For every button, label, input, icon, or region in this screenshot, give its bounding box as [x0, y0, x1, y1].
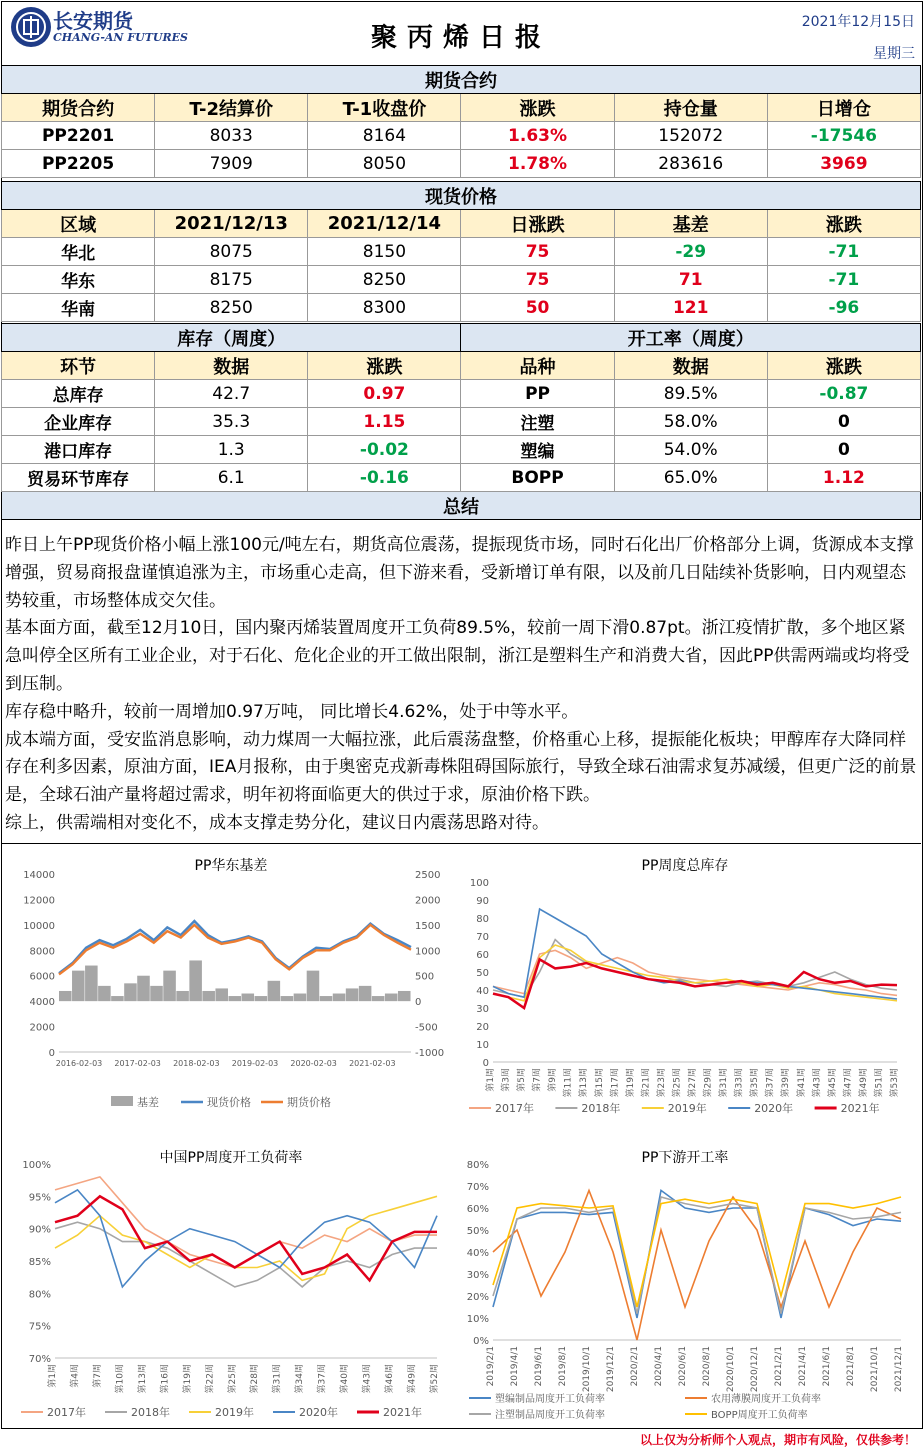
x-tick-label: 2016-02-03	[55, 1059, 103, 1068]
value-cell: 8175	[155, 266, 308, 294]
y-tick-label: 14000	[23, 870, 55, 881]
value-cell: 8250	[155, 294, 308, 322]
x-tick-label: 2020/4/1	[654, 1346, 664, 1387]
basis-bar	[111, 996, 124, 1001]
value-cell: 283616	[614, 150, 767, 178]
basis-bar	[215, 988, 228, 1001]
y-tick-label: 80	[476, 914, 489, 925]
series-line-期货价格	[59, 925, 411, 975]
y2-tick-label: -1000	[415, 1048, 445, 1059]
summary-paragraph: 基本面方面，截至12月10日，国内聚丙烯装置周度开工负荷89.5%，较前一周下滑0.87pt。浙江疫情扩散，多个地区紧急叫停全区所有工业企业，对于石化、危化企业的开工做出限制，浙江是塑料生产和消费大省，因此PP供需两端或均将受到压制。	[5, 618, 910, 694]
table-row	[2, 436, 921, 464]
table-row	[2, 464, 921, 492]
x-tick-label: 2021/8/1	[846, 1346, 856, 1387]
value-cell: 8075	[155, 238, 308, 266]
legend-label: 2018年	[581, 1102, 621, 1115]
y-tick-label: 60	[476, 950, 489, 961]
x-tick-label: 第47周	[843, 1068, 854, 1098]
x-tick-label: 第22周	[205, 1364, 216, 1394]
x-tick-label: 第10周	[115, 1364, 126, 1394]
y-tick-label: 50	[476, 968, 489, 979]
x-tick-label: 第43周	[362, 1364, 373, 1394]
change-cell: 0.97	[308, 380, 461, 408]
change-cell: 3969	[767, 150, 920, 178]
legend-label: 2019年	[215, 1406, 254, 1419]
y-tick-label: 50%	[466, 1226, 489, 1237]
table-row	[2, 266, 921, 294]
change-cell: -0.02	[308, 436, 461, 464]
change-cell: 1.78%	[461, 150, 614, 178]
y-tick-label: 75%	[28, 1321, 51, 1333]
legend-label: 2021年	[383, 1406, 422, 1419]
table-row	[2, 380, 921, 408]
y-tick-label: 2000	[29, 1022, 55, 1034]
product-cell: 注塑	[461, 408, 614, 436]
y-tick-label: 100%	[22, 1160, 51, 1171]
y-tick-label: 85%	[28, 1257, 51, 1268]
basis-bar	[176, 991, 189, 1001]
basis-bar	[398, 991, 411, 1001]
value-cell: 6.1	[155, 464, 308, 492]
y-tick-label: 30%	[466, 1270, 489, 1281]
change-cell: -71	[767, 238, 920, 266]
y2-tick-label: 1500	[415, 920, 441, 932]
basis-bar	[281, 996, 294, 1001]
series-line-注塑制品周度开工负荷率	[493, 1197, 901, 1314]
y2-tick-label: 500	[415, 971, 435, 983]
y2-tick-label: 2000	[415, 895, 441, 907]
inventory-section-title: 库存（周度）	[2, 324, 461, 352]
futures-header-row	[2, 94, 921, 122]
chart-title: PP周度总库存	[641, 858, 729, 874]
x-tick-label: 2020/10/1	[726, 1346, 736, 1393]
basis-bar	[189, 960, 202, 1001]
region-cell: 华南	[2, 294, 155, 322]
x-tick-label: 2019-02-03	[231, 1059, 279, 1068]
basis-bar	[372, 996, 385, 1001]
x-tick-label: 第25周	[227, 1364, 238, 1394]
y-tick-label: 70	[476, 932, 489, 943]
downstream-rate-chart	[459, 1144, 911, 1424]
x-tick-label: 第4周	[70, 1364, 81, 1388]
basis-bar	[202, 991, 215, 1001]
x-tick-label: 第1周	[48, 1364, 58, 1388]
column-header: 数据	[614, 352, 767, 380]
spot-table	[1, 181, 921, 322]
x-tick-label: 第49周	[858, 1068, 869, 1098]
summary-paragraph: 成本端方面，受安监消息影响，动力煤周一大幅拉涨，此后震荡盘整，价格重心上移，提振能化板块；甲醇库存大降同样存在利多因素，原油方面，IEA月报称，由于奥密克戎新毒株阻碍国际旅行，导致全球石油需求复苏减缓，但更广泛的前景是，全球石油产量将超过需求，明年初将面临更大的供过于求，原油价格下跌。	[5, 729, 917, 806]
basis-bar	[85, 966, 98, 1002]
table-row	[2, 122, 921, 150]
basis-bar	[294, 994, 307, 1002]
change-cell: 0	[767, 436, 920, 464]
chart-title: PP下游开工率	[641, 1150, 729, 1166]
y-tick-label: 10%	[466, 1314, 489, 1325]
basis-bar	[346, 988, 359, 1001]
basis-bar	[124, 983, 137, 1001]
chart-title: PP华东基差	[194, 858, 268, 874]
column-header: 持仓量	[614, 94, 767, 122]
segment-cell: 企业库存	[2, 408, 155, 436]
contract-cell: PP2205	[2, 150, 155, 178]
segment-cell: 贸易环节库存	[2, 464, 155, 492]
y-tick-label: 30	[476, 1004, 489, 1015]
summary-section-title: 总结	[2, 492, 921, 520]
x-tick-label: 第31周	[272, 1364, 283, 1394]
x-tick-label: 第7周	[92, 1364, 103, 1388]
x-tick-label: 2020/12/1	[750, 1346, 760, 1393]
change-cell: 1.15	[308, 408, 461, 436]
value-cell: 1.3	[155, 436, 308, 464]
column-header: 区域	[2, 210, 155, 238]
value-cell: 8250	[308, 266, 461, 294]
y-tick-label: 40%	[466, 1248, 489, 1259]
change-cell: 75	[461, 238, 614, 266]
legend-label: 基差	[137, 1096, 159, 1109]
basis-bar	[228, 996, 241, 1001]
x-tick-label: 2021/10/1	[870, 1346, 880, 1393]
x-tick-label: 第21周	[641, 1068, 652, 1098]
column-header: T-2结算价	[155, 94, 308, 122]
inventory-chart	[459, 852, 911, 1122]
region-cell: 华北	[2, 238, 155, 266]
change-cell: 0	[767, 408, 920, 436]
x-tick-label: 2018-02-03	[173, 1059, 220, 1068]
column-header: 品种	[461, 352, 614, 380]
x-tick-label: 第37周	[765, 1068, 776, 1098]
basis-bar	[333, 994, 346, 1002]
x-tick-label: 2021/6/1	[822, 1346, 832, 1387]
chart-title: 中国PP周度开工负荷率	[159, 1150, 303, 1166]
basis-bar	[59, 991, 72, 1001]
legend-label: 2017年	[495, 1102, 534, 1115]
basis-cell: 71	[614, 266, 767, 294]
y-tick-label: 10000	[23, 920, 55, 932]
y-tick-label: 20	[476, 1022, 489, 1033]
value-cell: 8150	[308, 238, 461, 266]
legend-label: 2020年	[754, 1102, 794, 1115]
region-cell: 华东	[2, 266, 155, 294]
x-tick-label: 2019/10/1	[582, 1346, 592, 1393]
y-tick-label: 40	[476, 986, 489, 997]
x-tick-label: 2020/2/1	[630, 1346, 640, 1387]
series-line-2019年	[55, 1196, 437, 1280]
x-tick-label: 第43周	[812, 1068, 823, 1098]
report-date: 2021年12月15日	[801, 14, 915, 30]
company-name-en: CHANG-AN FUTURES	[53, 31, 188, 44]
basis-bar	[320, 996, 333, 1001]
x-tick-label: 第13周	[137, 1364, 148, 1394]
y-tick-label: 0	[48, 1048, 55, 1059]
y-tick-label: 8000	[29, 946, 55, 958]
summary-paragraph: 昨日上午PP现货价格小幅上涨100元/吨左右，期货高位震荡，提振现货市场，同时石化出厂价格部分上调，货源成本支撑增强，贸易商报盘谨慎追涨为主，市场重心走高，但下游来看，受新增订单有限，以及前几日陆续补货影响，日内观望态势较重，市场整体成交欠佳。	[5, 535, 914, 611]
summary-text	[1, 532, 921, 838]
table-row	[2, 408, 921, 436]
x-tick-label: 第41周	[796, 1068, 807, 1098]
x-tick-label: 第17周	[610, 1068, 621, 1098]
segment-cell: 港口库存	[2, 436, 155, 464]
y-tick-label: 12000	[23, 895, 55, 907]
x-tick-label: 2019/4/1	[510, 1346, 520, 1387]
y-tick-label: 20%	[466, 1292, 489, 1303]
x-tick-label: 第46周	[385, 1364, 396, 1394]
x-tick-label: 第40周	[340, 1364, 351, 1394]
y2-tick-label: 0	[415, 997, 422, 1009]
x-tick-label: 2019/8/1	[558, 1346, 568, 1387]
x-tick-label: 第53周	[890, 1068, 900, 1098]
basis-bar	[137, 976, 150, 1001]
charts-area	[1, 843, 921, 1428]
x-tick-label: 第9周	[548, 1068, 559, 1092]
futures-table	[1, 65, 921, 178]
value-cell: 58.0%	[614, 408, 767, 436]
basis-bar	[98, 986, 111, 1001]
product-cell: BOPP	[461, 464, 614, 492]
x-tick-label: 第49周	[407, 1364, 418, 1394]
x-tick-label: 第25周	[672, 1068, 683, 1098]
x-tick-label: 第31周	[719, 1068, 730, 1098]
spot-section-title: 现货价格	[2, 182, 921, 210]
series-line-2021年	[493, 959, 897, 1008]
y-tick-label: 80%	[28, 1289, 51, 1301]
x-tick-label: 2019/2/1	[486, 1346, 496, 1387]
legend-label: 注塑制品周度开工负荷率	[495, 1410, 605, 1421]
x-tick-label: 第45周	[827, 1068, 838, 1098]
inventory-operating-table	[1, 323, 921, 520]
column-header: 涨跌	[308, 352, 461, 380]
basis-chart	[11, 852, 451, 1122]
x-tick-label: 第19周	[625, 1068, 636, 1098]
x-tick-label: 2021-02-03	[349, 1059, 396, 1068]
company-name-cn: 长安期货	[53, 9, 133, 33]
x-tick-label: 第15周	[594, 1068, 605, 1098]
change-cell: -71	[767, 266, 920, 294]
column-header: 期货合约	[2, 94, 155, 122]
change-cell: -96	[767, 294, 920, 322]
x-tick-label: 第7周	[532, 1068, 543, 1092]
basis-bar	[385, 994, 398, 1002]
change-cell: 50	[461, 294, 614, 322]
x-tick-label: 2021/12/1	[894, 1346, 904, 1393]
legend-label: 期货价格	[287, 1096, 331, 1109]
x-tick-label: 第33周	[734, 1068, 745, 1098]
x-tick-label: 2019/6/1	[534, 1346, 544, 1387]
basis-bar	[307, 971, 320, 1002]
basis-bar	[255, 996, 268, 1001]
x-tick-label: 第28周	[250, 1364, 261, 1394]
value-cell: 152072	[614, 122, 767, 150]
segment-cell: 总库存	[2, 380, 155, 408]
y-tick-label: 60%	[466, 1204, 489, 1215]
column-header: 涨跌	[461, 94, 614, 122]
x-tick-label: 2020-02-03	[290, 1059, 337, 1068]
report-header	[1, 1, 921, 65]
change-cell: 1.12	[767, 464, 920, 492]
series-line-BOPP周度开工负荷率	[493, 1197, 901, 1307]
y-tick-label: 0	[482, 1058, 489, 1069]
table-row	[2, 150, 921, 178]
change-cell: 75	[461, 266, 614, 294]
value-cell: 54.0%	[614, 436, 767, 464]
value-cell: 8033	[155, 122, 308, 150]
legend-swatch	[111, 1096, 133, 1106]
basis-bar	[359, 986, 372, 1001]
x-tick-label: 第37周	[317, 1364, 328, 1394]
x-tick-label: 第3周	[501, 1068, 512, 1092]
table-row	[2, 238, 921, 266]
y-tick-label: 90	[476, 896, 489, 907]
value-cell: 65.0%	[614, 464, 767, 492]
x-tick-label: 第34周	[295, 1364, 306, 1394]
x-tick-label: 第23周	[656, 1068, 667, 1098]
x-tick-label: 第39周	[781, 1068, 792, 1098]
column-header: 涨跌	[767, 352, 920, 380]
column-header: T-1收盘价	[308, 94, 461, 122]
value-cell: 35.3	[155, 408, 308, 436]
basis-cell: 121	[614, 294, 767, 322]
product-cell: PP	[461, 380, 614, 408]
legend-label: 2021年	[840, 1102, 880, 1115]
x-tick-label: 第29周	[703, 1068, 714, 1098]
x-tick-label: 第35周	[750, 1068, 761, 1098]
x-tick-label: 第52周	[430, 1364, 440, 1394]
disclaimer-footer: 以上仅为分析师个人观点，期市有风险，仅供参考！	[639, 1433, 916, 1447]
basis-bar	[163, 971, 176, 1002]
series-line-塑编制品周度开工负荷率	[493, 1190, 901, 1318]
basis-bar	[72, 971, 85, 1002]
change-cell: -0.87	[767, 380, 920, 408]
x-tick-label: 第51周	[874, 1068, 885, 1098]
basis-bar	[242, 994, 255, 1002]
x-tick-label: 2021/2/1	[774, 1346, 784, 1387]
legend-label: 2020年	[299, 1406, 338, 1419]
y-tick-label: 95%	[28, 1192, 51, 1204]
operating-rate-chart	[11, 1144, 451, 1424]
y-tick-label: 70%	[466, 1182, 489, 1193]
x-tick-label: 第27周	[688, 1068, 698, 1098]
x-tick-label: 第5周	[517, 1068, 528, 1092]
table-row	[2, 294, 921, 322]
y-tick-label: 90%	[28, 1224, 51, 1236]
y-tick-label: 70%	[28, 1354, 51, 1365]
operating-section-title: 开工率（周度）	[461, 324, 921, 352]
product-cell: 塑编	[461, 436, 614, 464]
legend-label: 2017年	[47, 1406, 86, 1419]
legend-label: 现货价格	[207, 1096, 251, 1109]
x-tick-label: 2021/4/1	[798, 1346, 808, 1387]
column-header: 涨跌	[767, 210, 920, 238]
x-tick-label: 2017-02-03	[114, 1059, 161, 1068]
basis-cell: -29	[614, 238, 767, 266]
y2-tick-label: 2500	[415, 870, 441, 881]
column-header: 环节	[2, 352, 155, 380]
y2-tick-label: 1000	[415, 946, 441, 958]
column-header: 日增仓	[767, 94, 920, 122]
column-header: 数据	[155, 352, 308, 380]
legend-label: 农用薄膜周度开工负荷率	[711, 1394, 821, 1405]
summary-paragraph: 库存稳中略升，较前一周增加0.97万吨， 同比增长4.62%，处于中等水平。	[5, 701, 579, 722]
value-cell: 8164	[308, 122, 461, 150]
value-cell: 89.5%	[614, 380, 767, 408]
y2-tick-label: -500	[415, 1022, 438, 1034]
y-tick-label: 100	[469, 878, 489, 889]
contract-cell: PP2201	[2, 122, 155, 150]
value-cell: 42.7	[155, 380, 308, 408]
x-tick-label: 2019/12/1	[606, 1346, 616, 1393]
basis-bar	[268, 981, 281, 1001]
x-tick-label: 第11周	[563, 1068, 574, 1098]
column-header: 2021/12/13	[155, 210, 308, 238]
inventory-header-row	[2, 352, 921, 380]
legend-label: BOPP周度开工负荷率	[711, 1410, 808, 1421]
change-cell: -17546	[767, 122, 920, 150]
spot-header-row	[2, 210, 921, 238]
summary-paragraph: 综上，供需端相对变化不，成本支撑走势分化，建议日内震荡思路对待。	[5, 812, 549, 833]
change-cell: -0.16	[308, 464, 461, 492]
legend-label: 塑编制品周度开工负荷率	[495, 1394, 605, 1405]
x-tick-label: 2020/8/1	[702, 1346, 712, 1387]
x-tick-label: 第13周	[579, 1068, 590, 1098]
x-tick-label: 第19周	[182, 1364, 193, 1394]
report-weekday: 星期三	[873, 46, 915, 62]
y-tick-label: 4000	[29, 997, 55, 1009]
y-tick-label: 10	[476, 1040, 489, 1051]
value-cell: 8050	[308, 150, 461, 178]
legend-label: 2018年	[131, 1406, 170, 1419]
y-tick-label: 0%	[473, 1336, 489, 1347]
legend-label: 2019年	[667, 1102, 707, 1115]
y-tick-label: 80%	[466, 1160, 489, 1171]
column-header: 日涨跌	[461, 210, 614, 238]
y-tick-label: 6000	[29, 971, 55, 983]
x-tick-label: 第1周	[486, 1068, 496, 1092]
report-title: 聚丙烯日报	[370, 23, 551, 53]
value-cell: 7909	[155, 150, 308, 178]
x-tick-label: 2020/6/1	[678, 1346, 688, 1387]
change-cell: 1.63%	[461, 122, 614, 150]
value-cell: 8300	[308, 294, 461, 322]
column-header: 2021/12/14	[308, 210, 461, 238]
basis-bar	[150, 986, 163, 1001]
futures-section-title: 期货合约	[2, 66, 921, 94]
x-tick-label: 第16周	[160, 1364, 171, 1394]
column-header: 基差	[614, 210, 767, 238]
